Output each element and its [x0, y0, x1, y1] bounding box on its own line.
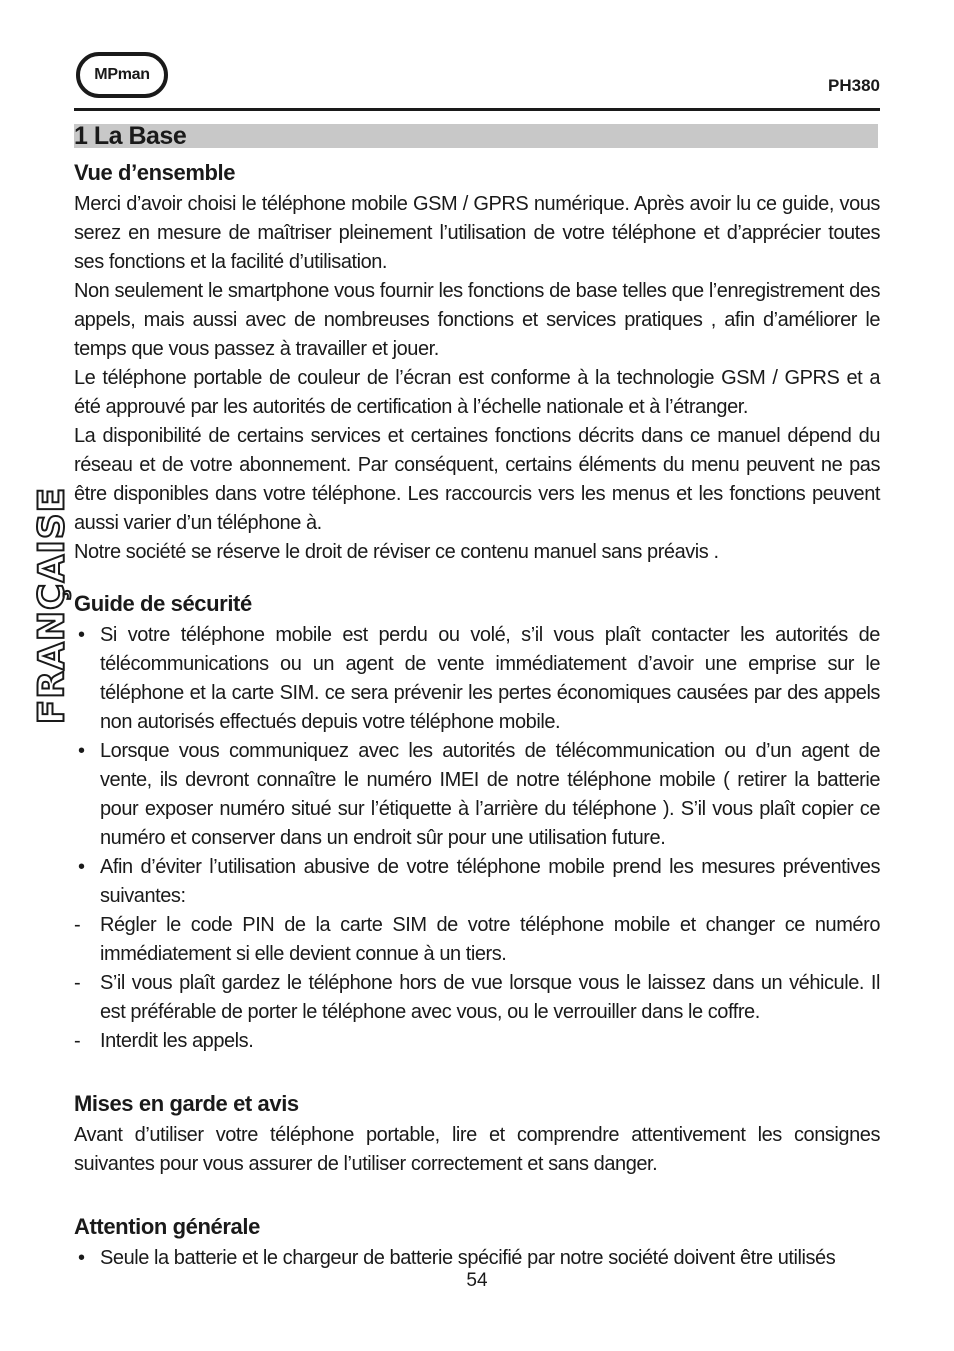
safety-bullet-text: Lorsque vous communiquez avec les autorités de télécommunication ou d’un agent de vente, ils devront connaître le numéro IMEI de notre téléphone mobile ( retirer la batterie pour exposer numéro situé sur l’étiquette à l’arrière du téléphone ). S’il vous plaît copier ce numéro et conserver dans un endroit sûr pour une utilisation future.: [100, 740, 880, 849]
safety-heading: Guide de sécurité: [74, 591, 252, 616]
language-side-tab: [30, 486, 74, 724]
spacer: [74, 1056, 880, 1087]
safety-bullet: • Lorsque vous communiquez avec les autorités de télécommunication ou d’un agent de vente, ils devront connaître le numéro IMEI de notre téléphone mobile ( retirer la batterie pour exposer numéro situé sur l’étiquette à l’arrière du téléphone ). S’il vous plaît copier ce numéro et conserver dans un endroit sûr pour une utilisation future.: [78, 740, 880, 849]
overview-paragraph: Notre société se réserve le droit de réviser ce contenu manuel sans préavis .: [74, 541, 719, 563]
general-heading: Attention générale: [74, 1214, 260, 1239]
header-rule: [74, 108, 880, 111]
safety-bullet: • Si votre téléphone mobile est perdu ou volé, s’il vous plaît contacter les autorités de télécommunications ou un agent de vente immédiatement d’avoir une emprise sur le téléphone et la carte SIM. ce sera prévenir les pertes économiques causées par des appels non autorisés effectués depuis votre téléphone mobile.: [78, 624, 880, 733]
general-bullet-text: Seule la batterie et le chargeur de batterie spécifié par notre société doivent être utilisés: [100, 1247, 836, 1269]
safety-dash-item: - S’il vous plaît gardez le téléphone hors de vue lorsque vous le laissez dans un véhicule. Il est préférable de porter le téléphone avec vous, ou le verrouiller dans le coffre.: [74, 972, 880, 1023]
safety-bullet-text: Afin d’éviter l’utilisation abusive de votre téléphone mobile prend les mesures préventives suivantes:: [100, 856, 880, 907]
warnings-paragraph: Avant d’utiliser votre téléphone portable, lire et comprendre attentivement les consignes suivantes pour vous assurer de l’utiliser correctement et sans danger.: [74, 1124, 880, 1175]
safety-dash-text: Régler le code PIN de la carte SIM de votre téléphone mobile et changer ce numéro immédiatement si elle devient connue à un tiers.: [100, 914, 880, 965]
safety-dash-text: S’il vous plaît gardez le téléphone hors de vue lorsque vous le laissez dans un véhicule. Il est préférable de porter le téléphone avec vous, ou le verrouiller dans le coffre.: [100, 972, 880, 1023]
overview-paragraph: La disponibilité de certains services et certaines fonctions décrits dans ce manuel dépend du réseau et de votre abonnement. Par conséquent, certains éléments du menu peuvent ne pas être disponibles dans votre téléphone. Les raccourcis vers les menus et les fonctions peuvent aussi varier d’un téléphone à.: [74, 425, 880, 534]
mpman-logo: MPman: [76, 52, 168, 98]
warnings-heading: Mises en garde et avis: [74, 1091, 299, 1116]
section-title: 1 La Base: [74, 122, 187, 150]
page-content: [74, 156, 880, 1273]
page-number: 54: [466, 1270, 488, 1291]
overview-heading: Vue d’ensemble: [74, 160, 236, 185]
model-number: PH380: [828, 76, 880, 95]
overview-paragraph: Le téléphone portable de couleur de l’écran est conforme à la technologie GSM / GPRS et a été approuvé par les autorités de certification à l’échelle nationale et à l’étranger.: [74, 367, 880, 418]
spacer: [74, 567, 880, 587]
language-label: FRANÇAISE: [31, 486, 73, 724]
safety-bullet: • Afin d’éviter l’utilisation abusive de votre téléphone mobile prend les mesures préventives suivantes:: [78, 856, 880, 907]
overview-paragraph: Non seulement le smartphone vous fournir les fonctions de base telles que l’enregistrement des appels, mais aussi avec de nombreuses fonctions et services pratiques , afin d’améliorer le temps que vous passez à travailler et jouer.: [74, 280, 880, 360]
overview-paragraph: Merci d’avoir choisi le téléphone mobile GSM / GPRS numérique. Après avoir lu ce guide, vous serez en mesure de maîtriser pleinement l’utilisation de votre téléphone et d’apprécier toutes ses fonctions et la facilité d’utilisation.: [74, 193, 880, 273]
safety-dash-text: Interdit les appels.: [100, 1030, 254, 1052]
safety-bullet-text: Si votre téléphone mobile est perdu ou volé, s’il vous plaît contacter les autorités de télécommunications ou un agent de vente immédiatement d’avoir une emprise sur le téléphone et la carte SIM. ce sera prévenir les pertes économiques causées par des appels non autorisés effectués depuis votre téléphone mobile.: [100, 624, 880, 733]
safety-dash-item: - Interdit les appels.: [74, 1030, 254, 1052]
safety-dash-item: - Régler le code PIN de la carte SIM de votre téléphone mobile et changer ce numéro immédiatement si elle devient connue à un tiers.: [74, 914, 880, 965]
spacer: [74, 1179, 880, 1210]
section-title-bar: [74, 124, 878, 148]
general-bullet: • Seule la batterie et le chargeur de batterie spécifié par notre société doivent être utilisés: [78, 1247, 836, 1269]
